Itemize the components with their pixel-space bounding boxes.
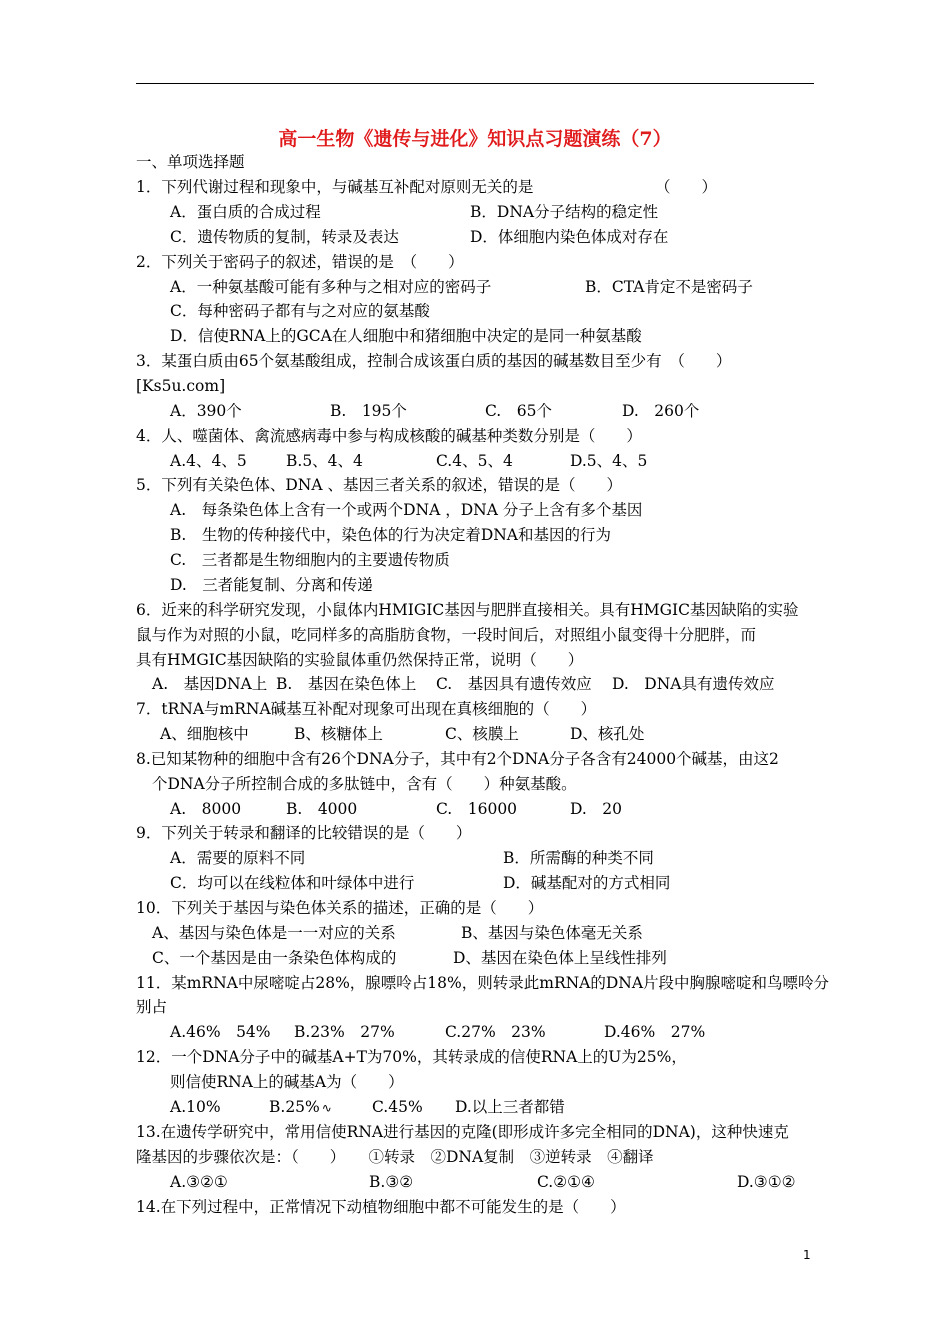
option-a: A.③②① [170, 1173, 228, 1191]
option-a: A．390个 [170, 402, 242, 420]
source-tag: [Ks5u.com] [136, 377, 226, 395]
question-13-line-2: 隆基因的步骤依次是：（ ） ①转录 ②DNA复制 ③逆转录 ④翻译 [136, 1148, 654, 1166]
question-3: 3．某蛋白质由65个氨基酸组成，控制合成该蛋白质的基因的碱基数目至少有 （ ） [136, 352, 732, 370]
question-6-line-3: 具有HMGIC基因缺陷的实验鼠体重仍然保持正常，说明（ ） [136, 651, 584, 669]
option-b: B、核糖体上 [294, 725, 383, 743]
question-stem: 1．下列代谢过程和现象中，与碱基互补配对原则无关的是 [136, 178, 534, 196]
page-number: 1 [803, 1248, 811, 1262]
question-7: 7．tRNA与mRNA碱基互补配对现象可出现在真核细胞的（ ） [136, 700, 597, 718]
option-c: C．遗传物质的复制，转录及表达 [170, 228, 399, 246]
option-a: A．需要的原料不同 [170, 849, 306, 867]
question-6-line-2: 鼠与作为对照的小鼠，吃同样多的高脂肪食物，一段时间后，对照组小鼠变得十分肥胖，而 [136, 626, 757, 644]
option-d: D. DNA具有遗传效应 [612, 675, 775, 693]
question-12-line-2: 则信使RNA上的碱基A为（ ） [170, 1073, 404, 1091]
option-c: C.4、5、4 [436, 452, 513, 470]
option-b: B．CTA肯定不是密码子 [585, 278, 753, 296]
scribble-mark-icon: ∿ [321, 1101, 332, 1115]
option-a: A、基因与染色体是一一对应的关系 [152, 924, 396, 942]
question-12-line-1: 12．一个DNA分子中的碱基A+T为70%，其转录成的信使RNA上的U为25%， [136, 1048, 687, 1066]
option-a: A．蛋白质的合成过程 [170, 203, 321, 221]
option-b: B. 生物的传种接代中，染色体的行为决定着DNA和基因的行为 [170, 526, 612, 544]
question-11-line-2: 别占 [136, 998, 168, 1016]
option-b: B、基因与染色体毫无关系 [461, 924, 643, 942]
question-1 [136, 177, 533, 197]
option-d: D．信使RNA上的GCA在人细胞中和猪细胞中决定的是同一种氨基酸 [170, 327, 642, 345]
option-b: B. 195个 [330, 402, 407, 420]
option-b: B．DNA分子结构的稳定性 [470, 203, 659, 221]
option-d: D.5、4、5 [570, 452, 648, 470]
question-13-line-1: 13.在遗传学研究中，常用信使RNA进行基因的克隆(即形成许多完全相同的DNA)，这种快速克 [136, 1123, 789, 1141]
option-c: C.27% 23% [445, 1023, 546, 1041]
question-4: 4．人、噬菌体、禽流感病毒中参与构成核酸的碱基种类数分别是（ ） [136, 427, 642, 445]
question-8-line-2: 个DNA分子所控制合成的多肽链中，含有（ ）种氨基酸。 [152, 775, 577, 793]
option-a: A.4、4、5 [170, 452, 247, 470]
option-d: D、核孔处 [570, 725, 645, 743]
option-c: C.②①④ [537, 1173, 595, 1191]
question-5: 5．下列有关染色体、DNA 、基因三者关系的叙述，错误的是（ ） [136, 476, 622, 494]
option-c: C.45% [372, 1098, 423, 1116]
question-9: 9．下列关于转录和翻译的比较错误的是（ ） [136, 824, 472, 842]
option-d: D、基因在染色体上呈线性排列 [453, 949, 667, 967]
question-14: 14.在下列过程中，正常情况下动植物细胞中都不可能发生的是（ ） [136, 1198, 626, 1216]
option-c: C. 基因具有遗传效应 [436, 675, 592, 693]
option-b: B．所需酶的种类不同 [503, 849, 654, 867]
question-8-line-1: 8.已知某物种的细胞中含有26个DNA分子，其中有2个DNA分子各含有24000个碱基，由这2 [136, 750, 779, 768]
option-b: B.5、4、4 [286, 452, 363, 470]
option-b: B.23% 27% [294, 1023, 395, 1041]
question-2: 2．下列关于密码子的叙述，错误的是 （ ） [136, 253, 464, 271]
option-d: D.46% 27% [604, 1023, 706, 1041]
option-a: A. 8000 [170, 800, 242, 818]
option-d: D．碱基配对的方式相同 [503, 874, 671, 892]
option-b [269, 1097, 332, 1118]
option-a: A. 基因DNA上 [152, 675, 268, 693]
question-6-line-1: 6．近来的科学研究发现，小鼠体内HMIGIC基因与肥胖直接相关。具有HMGIC基因缺陷的实验 [136, 601, 799, 619]
option-d: D. 20 [570, 800, 623, 818]
option-c: C．均可以在线粒体和叶绿体中进行 [170, 874, 415, 892]
option-b: B.③② [369, 1173, 414, 1191]
answer-blank: （ ） [655, 178, 718, 196]
option-c: C. 16000 [436, 800, 518, 818]
option-c: C、一个基因是由一条染色体构成的 [152, 949, 397, 967]
question-10: 10．下列关于基因与染色体关系的描述，正确的是（ ） [136, 899, 544, 917]
option-a: A.46% 54% [170, 1023, 271, 1041]
option-a: A.10% [170, 1098, 221, 1116]
option-b: B. 基因在染色体上 [276, 675, 417, 693]
header-rule [136, 83, 814, 84]
option-d: D. 三者能复制、分离和传递 [170, 576, 373, 594]
option-b: B. 4000 [286, 800, 358, 818]
section-heading: 一、单项选择题 [136, 153, 245, 171]
option-a: A、细胞核中 [160, 725, 249, 743]
option-c: C. 三者都是生物细胞内的主要遗传物质 [170, 551, 450, 569]
option-c: C. 65个 [485, 402, 552, 420]
option-c: C．每种密码子都有与之对应的氨基酸 [170, 302, 430, 320]
option-c: C、核膜上 [445, 725, 519, 743]
question-11-line-1: 11．某mRNA中尿嘧啶占28%，腺嘌呤占18%，则转录此mRNA的DNA片段中胸腺嘧啶和鸟嘌呤分 [136, 974, 830, 992]
option-d: D.以上三者都错 [455, 1098, 565, 1116]
option-d: D.③①② [737, 1173, 796, 1191]
option-d: D．体细胞内染色体成对存在 [470, 228, 669, 246]
option-a: A．一种氨基酸可能有多种与之相对应的密码子 [170, 278, 492, 296]
option-b-text: B.25% [269, 1098, 320, 1116]
page-title: 高一生物《遗传与进化》知识点习题演练（7） [278, 128, 672, 150]
option-a: A. 每条染色体上含有一个或两个DNA ，DNA 分子上含有多个基因 [170, 501, 643, 519]
option-d: D. 260个 [622, 402, 700, 420]
